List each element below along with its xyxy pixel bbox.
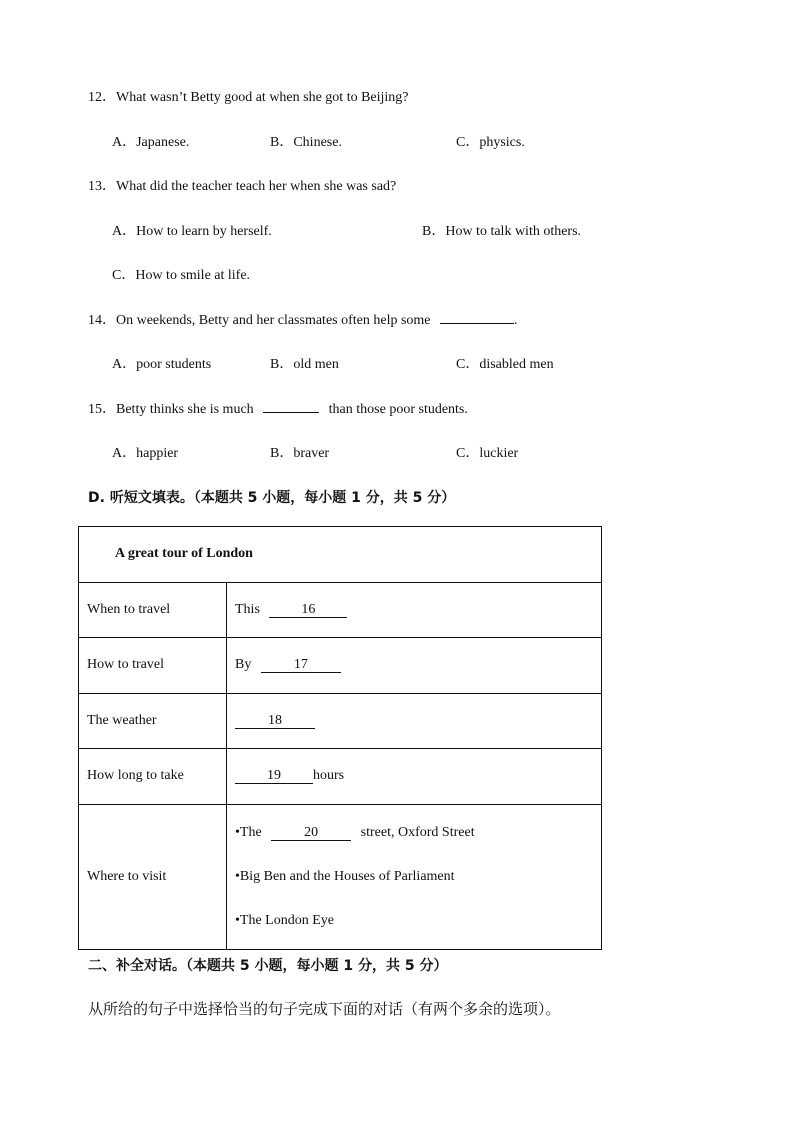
question-15-option-a: A．happier [112,446,179,461]
question-14-stem [88,312,518,330]
question-12-stem: 12．What wasn’t Betty good at when she got to Beijing? [88,90,409,105]
question-15-stem-end: than those poor students. [328,402,468,417]
answer-blank [440,323,514,324]
visit-item: •The London Eye [235,912,334,928]
row-label: How to travel [79,638,227,694]
question-13-stem: 13．What did the teacher teach her when she was sad? [88,179,397,194]
row-value [227,638,602,694]
question-14-option-c: C．disabled men [456,357,554,372]
table-title: A great tour of London [79,527,602,583]
visit-prefix: •The [235,824,262,840]
table-row [79,638,602,694]
question-14-stem-end: . [514,313,518,328]
section-2-heading: 二、补全对话。（本题共 5 小题，每小题 1 分，共 5 分） [88,958,448,974]
row-value [227,582,602,638]
section-2-instruction: 从所给的句子中选择恰当的句子完成下面的对话（有两个多余的选项）。 [88,1000,561,1018]
question-15-option-b: B．braver [270,446,330,461]
table-row [79,804,602,949]
row-prefix: By [235,657,252,673]
section-d-heading: D. 听短文填表。（本题共 5 小题，每小题 1 分，共 5 分） [88,490,456,506]
visit-item [235,811,593,855]
answer-blank-16: 16 [269,602,347,618]
row-label: Where to visit [79,804,227,949]
row-label: How long to take [79,749,227,805]
visit-suffix: street, Oxford Street [360,824,475,840]
question-12-option-c: C．physics. [456,135,525,150]
table-row [79,749,602,805]
question-13-option-a: A．How to learn by herself. [112,224,272,239]
row-value [227,804,602,949]
question-14-option-b: B．old men [270,357,339,372]
question-15-stem-text: 15．Betty thinks she is much [88,402,254,417]
answer-blank-20: 20 [271,825,351,841]
answer-blank [263,412,319,413]
row-prefix: This [235,601,260,617]
question-13-option-b: B．How to talk with others. [422,224,582,239]
tour-table [78,526,602,950]
question-15-option-c: C．luckier [456,446,519,461]
table-row [79,582,602,638]
question-15-stem [88,401,468,419]
row-label: When to travel [79,582,227,638]
question-13-option-c: C．How to smile at life. [112,268,251,283]
table-row [79,693,602,749]
question-14-option-a: A．poor students [112,357,212,372]
row-suffix: hours [313,768,345,784]
row-value [227,693,602,749]
row-value [227,749,602,805]
visit-item: •Big Ben and the Houses of Parliament [235,868,455,884]
question-12-option-a: A．Japanese. [112,135,190,150]
answer-blank-18: 18 [235,713,315,729]
answer-blank-19: 19 [235,768,313,784]
question-14-stem-text: 14．On weekends, Betty and her classmates often help some [88,313,431,328]
row-label: The weather [79,693,227,749]
answer-blank-17: 17 [261,657,341,673]
question-12-option-b: B．Chinese. [270,135,342,150]
